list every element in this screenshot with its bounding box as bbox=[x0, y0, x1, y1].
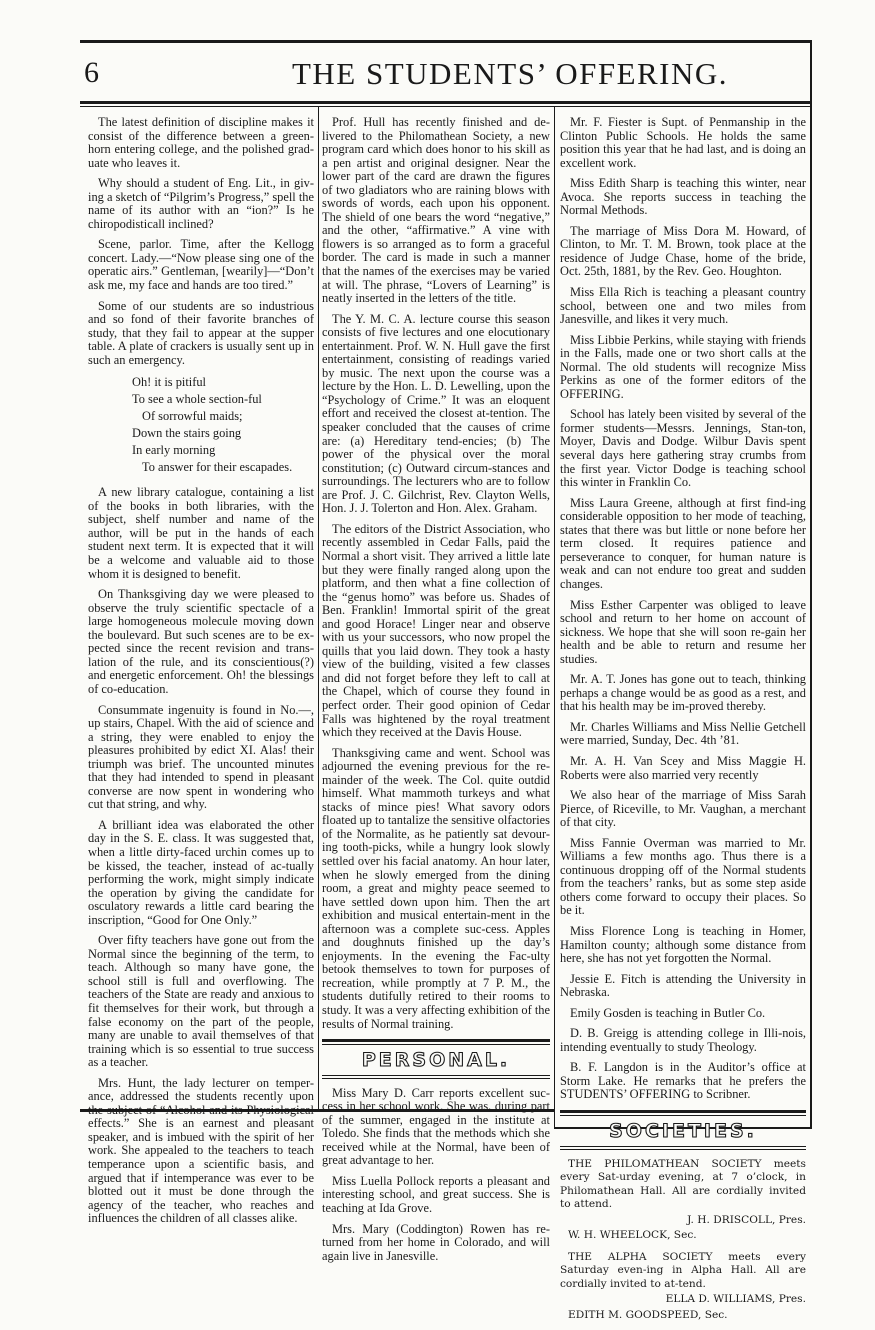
section-heading: PERSONAL. bbox=[322, 1044, 550, 1076]
column-3 bbox=[560, 116, 806, 1330]
right-border-rule bbox=[810, 43, 812, 1129]
paragraph: Jessie E. Fitch is attending the University in Nebraska. bbox=[560, 971, 806, 1000]
section-heading: SOCIETIES. bbox=[560, 1115, 806, 1147]
alpha-notice: THE ALPHA SOCIETY meets every Saturday even-ing in Alpha Hall. All are cordially invited to at-tend. bbox=[560, 1250, 806, 1290]
poem-line: Oh! it is pitiful bbox=[132, 375, 206, 390]
paragraph: On Thanksgiving day we were pleased to observe the truly scientific spectacle of a large homogeneous molecule moving down the boulevard. But such scenes are to be ex-pected since the recent revision and trans-lation of the rule, and its conscientious(?) and energetic enforcement. Oh! the blessings of co-education. bbox=[88, 587, 314, 696]
paragraph: Miss Libbie Perkins, while staying with friends in the Falls, made one or two short calls at the Normal. The old students will recognize Miss Perkins as one of the former editors of the OFFERING. bbox=[560, 332, 806, 401]
paragraph: Thanksgiving came and went. School was adjourned the evening previous for the re-mainder of the week. The Col. quite outdid himself. What mammoth turkeys and what stacks of mince pies! What savory odors floated up to tantalize the sensitive olfactories of the Normalite, as he patiently sat devour-ing tooth-picks, while a hungry look slowly settled over his facial anatomy. An hour later, when he slowly emerged from the dining room, a great and mighty peace seemed to have settled down upon him. Then the art exhibition and musical entertain-ment in the afternoon was a complete suc-cess. Apples and doughnuts finished up the day’s enjoyments. In the evening the Fac-ulty betook themselves to town for purposes of recreation, while promptly at 7 P. M., the students dutifully retired to their rooms to study. It was a very affecting exhibition of the results of Normal training. bbox=[322, 745, 550, 1031]
poem bbox=[88, 374, 314, 476]
poem-line: Down the stairs going bbox=[132, 426, 242, 441]
page-number: 6 bbox=[84, 56, 99, 89]
poem-line: To answer for their escapades. bbox=[142, 460, 293, 475]
paragraph: Why should a student of Eng. Lit., in giv-ing a sketch of “Pilgrim’s Progress,” spell the name of its author with an “ion?” Is he chiropodisticall inclined? bbox=[88, 176, 314, 231]
paragraph: Miss Edith Sharp is teaching this winter, near Avoca. She reports success in teaching the Normal Methods. bbox=[560, 176, 806, 218]
paragraph: Miss Laura Greene, although at first find-ing considerable opposition to her mode of teaching, states that there was but little or none before her term closed. It requires patience and perseverance to conquer, for human nature is weak and can not endure too great and sudden changes. bbox=[560, 495, 806, 591]
poem-line: To see a whole section-ful bbox=[132, 392, 262, 407]
alpha-secretary: EDITH M. GOODSPEED, Sec. bbox=[568, 1308, 728, 1321]
paragraph: The latest definition of discipline makes it consist of the difference between a green-horn entering college, and the polished grad-uate who leaves it. bbox=[88, 115, 314, 170]
paragraph: Mr. Charles Williams and Miss Nellie Getchell were married, Sunday, Dec. 4th ’81. bbox=[560, 719, 806, 748]
paragraph: Scene, parlor. Time, after the Kellogg concert. Lady.—“Now please sing one of the operatic airs.” Gentleman, [wearily]—“Don’t ask me, my face and hands are too tired.” bbox=[88, 237, 314, 293]
paragraph: Miss Florence Long is teaching in Homer, Hamilton county; although some distance from here, she has not yet forgotten the Normal. bbox=[560, 923, 806, 966]
column-1 bbox=[88, 116, 314, 1233]
paragraph: School has lately been visited by several of the former students—Messrs. Jennings, Stan-ton, Moyer, Davis and Dodge. Wilbur Davis spent several days here gathering stray crumbs from the first year. Victor Dodge is teaching school this winter in Franklin Co. bbox=[560, 407, 806, 490]
header-rule-thin bbox=[80, 106, 812, 107]
paragraph: We also hear of the marriage of Miss Sarah Pierce, of Riceville, to Mr. Vaughan, a merchant of that city. bbox=[560, 788, 806, 830]
top-border-rule bbox=[80, 40, 812, 43]
philomathean-secretary: W. H. WHEELOCK, Sec. bbox=[568, 1229, 697, 1242]
paragraph: The marriage of Miss Dora M. Howard, of Clinton, to Mr. T. M. Brown, took place at the residence of Judge Chase, home of the bride, Oct. 25th, 1881, by the Rev. Geo. Houghton. bbox=[560, 223, 806, 279]
paragraph: The Y. M. C. A. lecture course this season consists of five lectures and one elocutionary entertainment. Prof. W. N. Hull gave the first entertainment, consisting of readings varied by music. The next upon the course was a lecture by the Hon. L. D. Lewelling, upon the “Psychology of Crime.” It was an eloquent effort and received the closest at-tention. The speaker concluded that the causes of crime are: (a) Hereditary tend-encies; (b) The power of the physical over the moral constitution; (c) Outward circum-stances and surroundings. The lecturers who are to follow are Prof. J. C. Gilchrist, Rev. Clayton Wells, Hon. J. J. Tolerton and Hon. Alex. Graham. bbox=[322, 311, 550, 516]
paragraph: Mr. A. H. Van Scey and Miss Maggie H. Roberts were also married very recently bbox=[560, 753, 806, 782]
paragraph: Mr. F. Fiester is Supt. of Penmanship in the Clinton Public Schools. He holds the same position this year that he had last, and is doing an excellent work. bbox=[560, 115, 806, 170]
personal-section-header bbox=[322, 1039, 550, 1079]
column-divider-1 bbox=[318, 107, 319, 1110]
paragraph: The editors of the District Association, who recently assembled in Cedar Falls, paid the Normal a short visit. They arrived a little late but they were finally ranged along upon the platform, and then what a fine collection of the “genus homo” was before us. Shades of Ben. Franklin! Immortal spirit of the great and good Horace! Linger near and observe with us your successors, who now propel the quills that you laid down. They took a hasty view of the building, visited a few classes and did not forget before they left to call at the Chapel, which of course they found in perfect order. Their good opinion of Cedar Falls was hightened by the royal treatment which they received at the Davis House. bbox=[322, 521, 550, 740]
header-rule-thick bbox=[80, 101, 812, 104]
paragraph: Mrs. Hunt, the lady lecturer on temper-ance, addressed the students recently upon the subject of “Alcohol and its Physiological effects.” She is an earnest and pleasant speaker, and is imbued with the spirit of her work. She appealed to the teachers to teach temperance upon a scientific basis, and argued that if intemperance was ever to be blotted out it must be done through the agency of the teacher, who reaches and influences the children of all classes alike. bbox=[88, 1075, 314, 1226]
paragraph: Emily Gosden is teaching in Butler Co. bbox=[570, 1005, 766, 1020]
poem-line: Of sorrowful maids; bbox=[142, 409, 243, 424]
paragraph: Miss Ella Rich is teaching a pleasant country school, between one and two miles from Janesville, and likes it very much. bbox=[560, 285, 806, 327]
paragraph: A brilliant idea was elaborated the other day in the S. E. class. It was suggested that, when a little dirty-faced urchin comes up to be kissed, the teacher, instead of ac-tually performing the work, might simply indicate the operation by giving the candidate for osculatory rewards a little card bearing the inscription, “Good for One Only.” bbox=[88, 817, 314, 927]
paragraph: Miss Luella Pollock reports a pleasant and interesting school, and great success. She is teaching at Ida Grove. bbox=[322, 1173, 550, 1216]
paragraph: Mr. A. T. Jones has gone out to teach, thinking perhaps a change would be as good as a rest, and that his health may be im-proved thereby. bbox=[560, 672, 806, 714]
paragraph: A new library catalogue, containing a list of the books in both libraries, with the subject, shelf number and name of the author, will be put in the hands of each student next term. It is expected that it will be a welcome and valuable aid to those whom it is designed to benefit. bbox=[88, 485, 314, 581]
philomathean-notice: THE PHILOMATHEAN SOCIETY meets every Sat-urday evening, at 7 o’clock, in Philomathean Hall. All are cordially invited to attend. bbox=[560, 1157, 806, 1211]
paragraph: Over fifty teachers have gone out from the Normal since the beginning of the term, to teach. Although so many have gone, the school still is full and overflowing. The teachers of the State are ready and anxious to fit themselves for their work, but through a false economy on the part of the people, many are unable to avail themselves of that training which is so essential to true success as a teacher. bbox=[88, 933, 314, 1070]
societies-section-header bbox=[560, 1110, 806, 1150]
societies-notices bbox=[560, 1158, 806, 1323]
alpha-president: ELLA D. WILLIAMS, Pres. bbox=[665, 1293, 806, 1306]
paragraph: Some of our students are so industrious and so fond of their favorite branches of study, that they fail to appear at the supper table. A plate of crackers is usually sent up in such an emergency. bbox=[88, 298, 314, 367]
column-2 bbox=[322, 116, 550, 1270]
paragraph: B. F. Langdon is in the Auditor’s office at Storm Lake. He remarks that he prefers the STUDENTS’ OFFERING to Scribner. bbox=[560, 1060, 806, 1102]
paragraph: Mrs. Mary (Coddington) Rowen has re-turned from her home in Colorado, and will again live in Janesville. bbox=[322, 1221, 550, 1263]
paragraph: Miss Esther Carpenter was obliged to leave school and return to her home on account of sickness. We hope that she will soon re-gain her health and be able to return and resume her studies. bbox=[560, 597, 806, 666]
column-divider-2 bbox=[554, 107, 555, 1129]
paragraph: D. B. Greigg is attending college in Illi-nois, intending eventually to study Theology. bbox=[560, 1026, 806, 1054]
paragraph: Miss Fannie Overman was married to Mr. Williams a few months ago. Thus there is a continuous dropping off of the Normal students from the teachers’ ranks, but as some step aside others come forward to occupy their places. So be it. bbox=[560, 835, 806, 918]
paragraph: Miss Mary D. Carr reports excellent suc-cess in her school work. She was, during part of the summer, engaged in the institute at Toledo. She finds that the methods which she received while at the Normal, have been of great advantage to her. bbox=[322, 1085, 550, 1168]
paragraph: Prof. Hull has recently finished and de-livered to the Philomathean Society, a new program card which does honor to his skill as a pen artist and original designer. Near the lower part of the card are drawn the figures of two gladiators who are raining blows with swords of words, each upon his opponent. The shield of one bears the word “negative,” and the other, “affirmative.” A vine with flowers is so arranged as to form a graceful border. The card is made in such a manner that the names of the exercises may be varied at will. The phrase, “Lovers of Learning” is neatly inserted in the letters of the title. bbox=[322, 115, 550, 306]
philomathean-president: J. H. DRISCOLL, Pres. bbox=[687, 1213, 806, 1226]
masthead-title: THE STUDENTS’ OFFERING. bbox=[291, 56, 729, 91]
paragraph: Consummate ingenuity is found in No.—, up stairs, Chapel. With the aid of science and a string, they were enabled to enjoy the pleasures prohibited by edict XI. Alas! their triumph was brief. The uncounted minutes that they had intended to spend in pleasant converse are now spent in wondering who cut that string, and why. bbox=[88, 702, 314, 812]
poem-line: In early morning bbox=[132, 443, 216, 458]
